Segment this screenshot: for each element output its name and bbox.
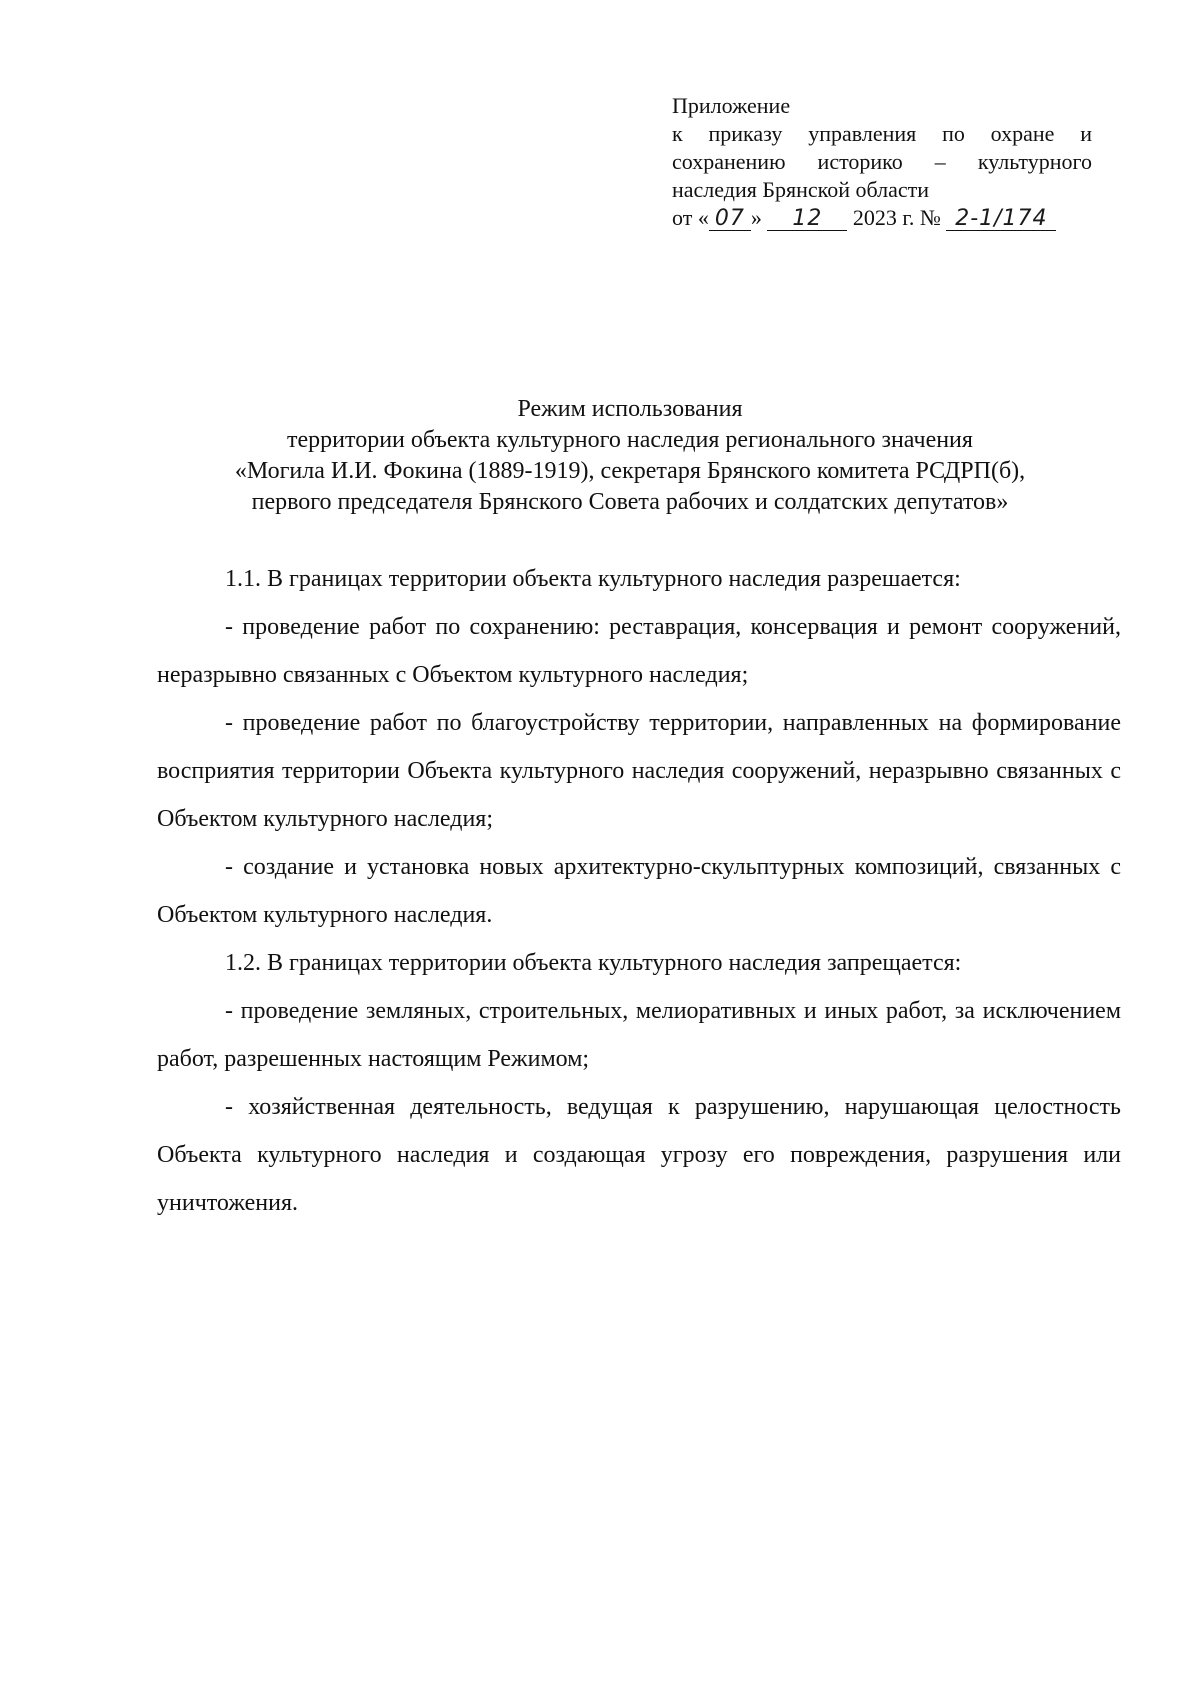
allowed-item-3: - создание и установка новых архитектурно-скульптурных композиций, связанных с Объектом культурного наследия. xyxy=(157,854,1121,928)
date-mid: » xyxy=(750,205,762,230)
allowed-item-1: - проведение работ по сохранению: реставрация, консервация и ремонт сооружений, неразрывно связанных с Объектом культурного наследия; xyxy=(157,614,1121,688)
section-1-2-heading: 1.2. В границах территории объекта культурного наследия запрещается: xyxy=(225,950,962,976)
date-prefix: от « xyxy=(672,205,709,230)
document-title xyxy=(155,394,1105,518)
appendix-block xyxy=(672,92,1092,232)
title-line-2: территории объекта культурного наследия регионального значения xyxy=(287,427,973,453)
forbidden-item-1: - проведение земляных, строительных, мелиоративных и иных работ, за исключением работ, разрешенных настоящим Режимом; xyxy=(157,998,1121,1072)
title-line-1: Режим использования xyxy=(517,396,743,422)
allowed-item-2: - проведение работ по благоустройству территории, направленных на формирование восприятия территории Объекта культурного наследия сооружений, неразрывно связанных с Объектом культурного наследия; xyxy=(157,710,1121,832)
appendix-region: наследия Брянской области xyxy=(672,177,930,202)
handwritten-day: 07 xyxy=(709,208,751,231)
handwritten-month: 12 xyxy=(767,208,847,231)
appendix-heading: Приложение xyxy=(672,93,791,118)
appendix-reference: к приказу управления по охране и сохранению историко – культурного xyxy=(672,121,1092,174)
order-date-line xyxy=(672,204,1092,232)
handwritten-order-number: 2-1/174 xyxy=(946,208,1056,231)
title-line-3: «Могила И.И. Фокина (1889-1919), секретаря Брянского комитета РСДРП(б), xyxy=(234,458,1026,484)
year-text: 2023 г. № xyxy=(852,205,941,230)
title-line-4: первого председателя Брянского Совета рабочих и солдатских депутатов» xyxy=(251,489,1009,515)
document-body xyxy=(157,555,1121,1227)
forbidden-item-2: - хозяйственная деятельность, ведущая к разрушению, нарушающая целостность Объекта культурного наследия и создающая угрозу его повреждения, разрушения или уничтожения. xyxy=(157,1094,1121,1216)
section-1-1-heading: 1.1. В границах территории объекта культурного наследия разрешается: xyxy=(225,566,961,592)
